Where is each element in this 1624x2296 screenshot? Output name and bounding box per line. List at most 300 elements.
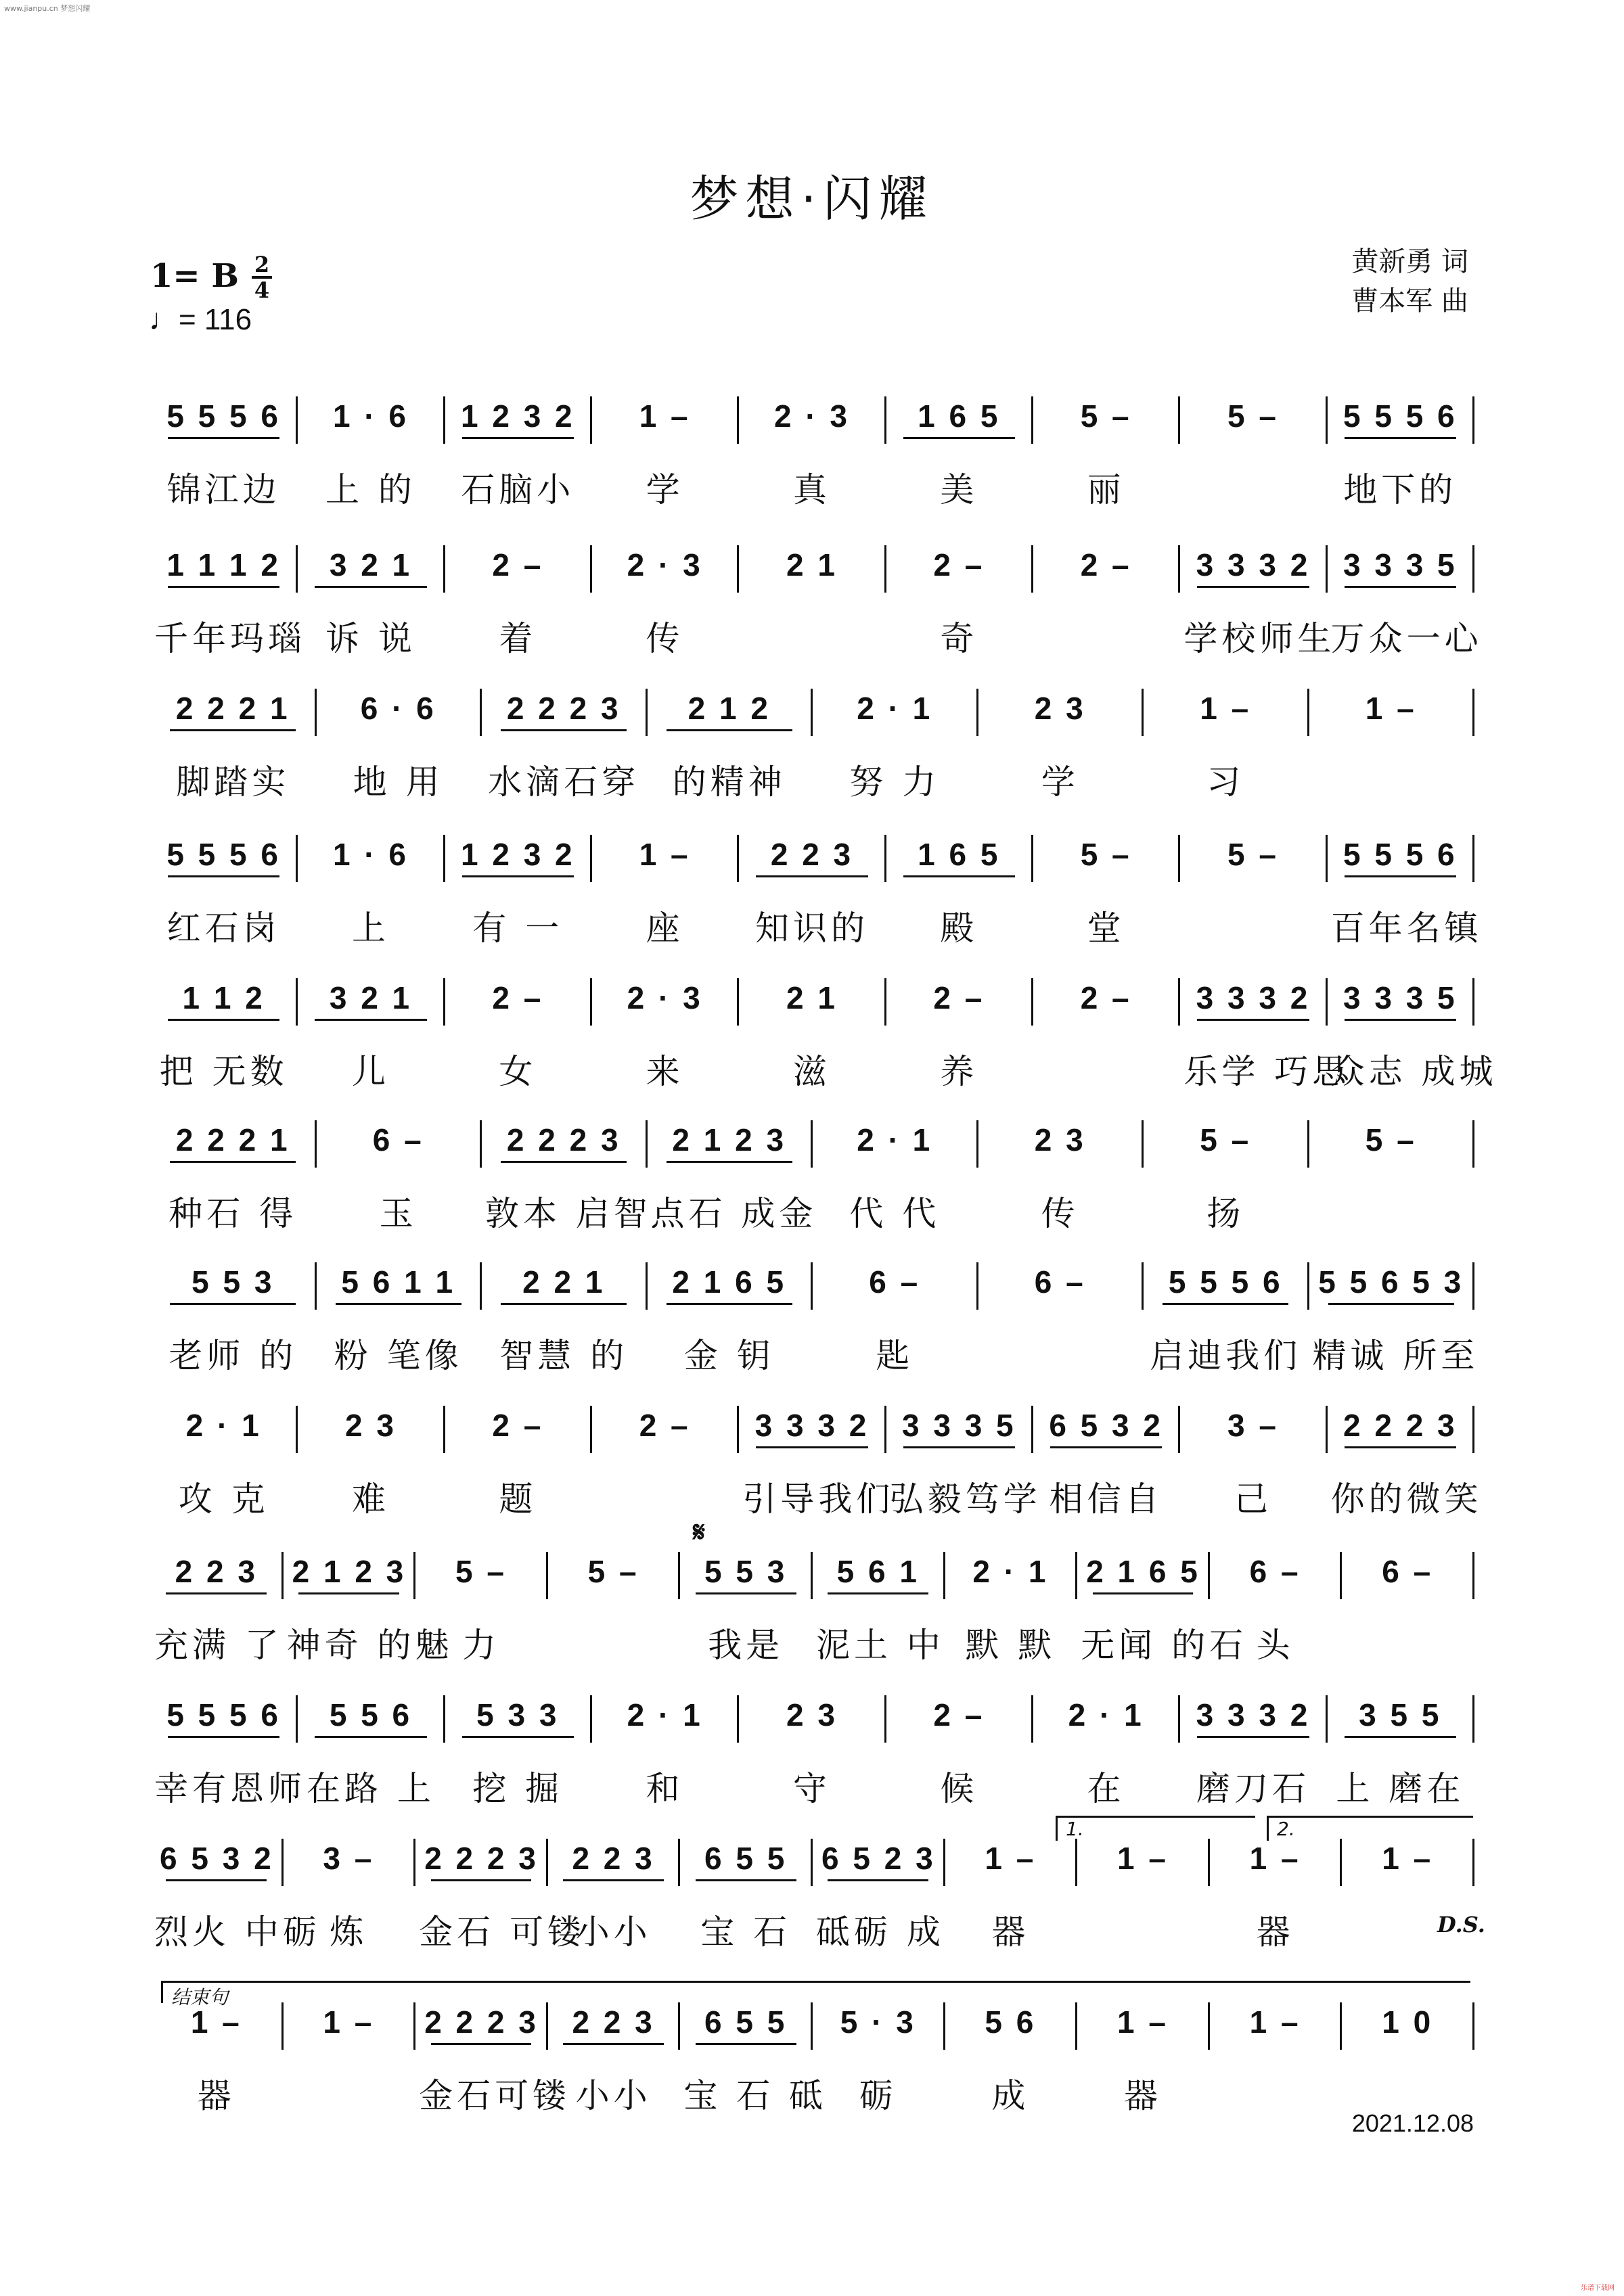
measure-lyric: 座 [646,909,684,948]
measure-notes: 6 – [1382,1554,1434,1589]
measure-notes: 2 3 [345,1408,397,1443]
barline [678,2002,680,2050]
barline [1178,545,1180,593]
barline [1472,2002,1474,2050]
measure-lyric: 和 [646,1769,684,1808]
barline [1208,1552,1210,1599]
measure-notes: 1 · 6 [332,398,409,434]
measure-notes: 5 – [587,1554,639,1589]
barline [443,978,445,1026]
measure-lyric: 器 [197,2076,235,2115]
barline [1472,1552,1474,1599]
measure-notes: 5 6 [985,2004,1037,2040]
measure-notes: 3 3 3 5 [1343,547,1458,582]
barline [646,1262,648,1310]
beam-underline [168,586,279,588]
measure-lyric: 粉 笔像 [334,1336,463,1375]
barline [1326,545,1328,593]
barline [943,1839,945,1886]
beam-underline [756,1446,867,1448]
barline [590,1406,592,1453]
beam-underline [903,875,1015,877]
measure-notes: 2 · 1 [1068,1697,1144,1732]
score-row [0,1402,1624,1523]
measure-notes: 2 · 1 [857,1122,933,1157]
barline [1031,1406,1033,1453]
barline [1031,396,1033,444]
barline [296,1695,298,1743]
measure-lyric: 守 [792,1769,831,1808]
measure-lyric: 敦本 启智 [485,1194,652,1233]
measure-notes: 2 1 [786,547,838,582]
measure-lyric: 攻 克 [178,1479,269,1519]
measure-lyric: 砥砺 成 [816,1912,945,1952]
measure-notes: 2 · 3 [627,980,703,1015]
measure-notes: 2 · 3 [627,547,703,582]
measure-lyric: 我是 [708,1626,784,1665]
measure-notes: 1 – [1117,1841,1169,1876]
measure-lyric: 扬 [1206,1194,1245,1233]
measure-lyric: 器 [991,1912,1030,1952]
measure-lyric: 女 [499,1052,537,1091]
measure-lyric: 学 [646,470,684,509]
measure-lyric: 小小 [575,1912,652,1952]
coda-label: 结束句 [161,1981,1470,2003]
measure-notes: 2 2 2 3 [506,1122,621,1157]
measure-lyric: 众志 成城 [1330,1052,1497,1091]
beam-underline [1345,437,1456,439]
measure-notes: 3 5 5 [1359,1697,1442,1732]
barline [590,396,592,444]
beam-underline [168,1019,279,1021]
measure-lyric: 炼 [330,1912,368,1952]
barline [281,1839,284,1886]
barline [811,1552,813,1599]
barline [884,545,886,593]
barline [590,978,592,1026]
score-row [0,541,1624,663]
barline [811,689,813,736]
measure-lyric: 己 [1234,1479,1272,1519]
ds-label: D.S. [1437,1912,1485,1937]
measure-lyric: 美 [940,470,978,509]
barline [413,2002,415,2050]
measure-lyric: 宝 石 [700,1912,792,1952]
score-row [0,1116,1624,1238]
barline [1208,1839,1210,1886]
barline [296,396,298,444]
score-row [0,1835,1624,1956]
measure-notes: 5 5 5 6 [1343,398,1458,434]
measure-notes: 5 5 3 [704,1554,788,1589]
barline [1472,1695,1474,1743]
barline [976,1262,978,1310]
measure-lyric: 石脑小 [461,470,575,509]
measure-lyric: 烈火 中砺 [154,1912,321,1952]
segno-sign: 𝄋 [693,1515,706,1548]
beam-underline [166,1879,267,1881]
barline [480,1120,482,1168]
measure-lyric: 养 [940,1052,978,1091]
measure-lyric: 地下的 [1343,470,1458,509]
ending-2-label: 2. [1267,1816,1473,1841]
barline [590,545,592,593]
measure-lyric: 上 磨在 [1336,1769,1465,1808]
measure-notes: 2 · 1 [185,1408,262,1443]
measure-notes: 6 – [869,1264,921,1300]
barline [546,1552,548,1599]
measure-notes: 6 5 3 2 [160,1841,274,1876]
date: 2021.12.08 [1351,2109,1474,2137]
barline [811,1262,813,1310]
barline [1326,396,1328,444]
barline [480,1262,482,1310]
beam-underline [166,1592,267,1594]
watermark-left: www.jianpu.cn 梦想闪耀 [4,4,91,13]
barline [1307,1262,1309,1310]
measure-notes: 2 3 [1034,1122,1086,1157]
measure-notes: 2 2 1 [522,1264,606,1300]
barline [811,1839,813,1886]
measure-lyric: 万众一心 [1330,619,1483,658]
beam-underline [1345,586,1456,588]
barline [1178,835,1180,882]
beam-underline [170,729,296,731]
beam-underline [462,875,574,877]
measure-lyric: 在 [1087,1769,1125,1808]
measure-notes: 1 1 1 2 [166,547,281,582]
measure-notes: 2 – [492,980,544,1015]
measure-notes: 5 5 6 5 3 [1318,1264,1464,1300]
measure-notes: 5 6 1 1 [341,1264,456,1300]
measure-lyric: 匙 [876,1336,914,1375]
measure-notes: 2 – [492,547,544,582]
measure-notes: 2 – [933,547,985,582]
measure-notes: 1 – [985,1841,1037,1876]
barline [315,689,317,736]
barline [737,835,739,882]
measure-notes: 2 – [933,1697,985,1732]
barline [1472,689,1474,736]
barline [943,2002,945,2050]
barline [884,1406,886,1453]
beam-underline [501,1161,627,1163]
barline [1472,1839,1474,1886]
measure-notes: 3 3 3 2 [1196,980,1311,1015]
beam-underline [903,437,1015,439]
measure-notes: 2 · 1 [857,691,933,726]
beam-underline [667,729,792,731]
measure-notes: 2 2 2 3 [424,2004,539,2040]
measure-lyric: 地 用 [353,762,444,802]
measure-notes: 5 – [1227,837,1279,872]
measure-lyric: 丽 [1087,470,1125,509]
barline [943,1552,945,1599]
barline [678,1839,680,1886]
measure-notes: 3 2 1 [329,980,413,1015]
measure-lyric: 习 [1206,762,1245,802]
measure-lyric: 乐学 巧思 [1183,1052,1351,1091]
measure-lyric: 学校师生 [1183,619,1336,658]
measure-lyric: 学 [1041,762,1079,802]
measure-lyric: 上 [351,909,390,948]
barline [1472,1120,1474,1168]
measure-notes: 2 1 6 5 [672,1264,787,1300]
barline [546,1839,548,1886]
time-signature-bottom: 4 [254,277,270,303]
barline [1031,1695,1033,1743]
measure-notes: 5 – [1200,1122,1252,1157]
measure-lyric: 难 [351,1479,390,1519]
measure-notes: 5 5 5 6 [166,837,281,872]
measure-notes: 2 2 2 3 [1343,1408,1458,1443]
measure-notes: 2 1 2 3 [672,1122,787,1157]
measure-lyric: 滋 [792,1052,831,1091]
measure-lyric: 小小 [575,2076,652,2115]
beam-underline [315,586,426,588]
measure-lyric: 堂 [1087,909,1125,948]
beam-underline [431,1879,532,1881]
barline [1031,978,1033,1026]
barline [1472,396,1474,444]
barline [737,1406,739,1453]
measure-notes: 5 – [1365,1122,1417,1157]
beam-underline [168,437,279,439]
measure-notes: 5 5 5 6 [166,398,281,434]
beam-underline [168,875,279,877]
measure-notes: 5 – [455,1554,507,1589]
barline [443,1695,445,1743]
measure-notes: 1 – [639,398,691,434]
measure-notes: 1 6 5 [918,837,1001,872]
measure-notes: 5 – [1227,398,1279,434]
measure-notes: 2 · 1 [972,1554,1049,1589]
barline [976,689,978,736]
barline [1472,835,1474,882]
measure-notes: 2 2 3 [770,837,854,872]
measure-notes: 1 – [1249,2004,1301,2040]
measure-notes: 1 – [639,837,691,872]
measure-lyric: 玉 [379,1194,418,1233]
measure-notes: 6 5 5 [704,1841,788,1876]
measure-notes: 5 5 5 6 [166,1697,281,1732]
barline [1340,1552,1342,1599]
measure-lyric: 启迪我们 [1150,1336,1302,1375]
measure-notes: 6 5 5 [704,2004,788,2040]
beam-underline [1050,1446,1162,1448]
measure-notes: 1 – [1200,691,1252,726]
barline [443,545,445,593]
barline [1326,835,1328,882]
measure-notes: 2 – [933,980,985,1015]
measure-lyric: 传 [646,619,684,658]
measure-lyric: 力 [461,1626,500,1665]
measure-notes: 5 – [1080,837,1132,872]
barline [443,1406,445,1453]
beam-underline [903,1446,1015,1448]
score-row [0,1548,1624,1670]
beam-underline [501,1303,627,1305]
barline [1178,396,1180,444]
measure-notes: 2 2 2 3 [424,1841,539,1876]
barline [811,2002,813,2050]
measure-lyric: 挖 掘 [472,1769,564,1808]
time-signature-top: 2 [254,252,270,277]
barline [1472,545,1474,593]
credits [1351,242,1468,321]
measure-notes: 5 5 5 6 [1343,837,1458,872]
measure-lyric: 点石 成金 [650,1194,817,1233]
score-row [0,974,1624,1096]
measure-lyric: 无闻 的石 [1081,1626,1248,1665]
measure-lyric: 引导我们 [742,1479,895,1519]
beam-underline [696,2043,796,2045]
score-row [0,1998,1624,2120]
beam-underline [1197,1019,1309,1021]
barline [1075,2002,1077,2050]
measure-lyric: 弘毅笃学 [889,1479,1041,1519]
barline [413,1552,415,1599]
measure-lyric: 着 [499,619,537,658]
measure-notes: 2 2 2 3 [506,691,621,726]
measure-notes: 5 – [1080,398,1132,434]
measure-notes: 3 3 3 2 [754,1408,870,1443]
measure-notes: 1 · 6 [332,837,409,872]
score-row [0,685,1624,806]
measure-notes: 2 · 1 [627,1697,703,1732]
beam-underline [298,1592,399,1594]
beam-underline [828,1592,928,1594]
barline [1075,1552,1077,1599]
measure-lyric: 头 [1256,1626,1294,1665]
measure-lyric: 你的微笑 [1330,1479,1483,1519]
measure-lyric: 老师 的 [168,1336,298,1375]
measure-notes: 2 1 2 [687,691,771,726]
measure-notes: 1 0 [1382,2004,1434,2040]
measure-lyric: 真 [792,470,831,509]
measure-notes: 2 3 [1034,691,1086,726]
measure-notes: 2 2 2 1 [175,691,290,726]
beam-underline [462,437,574,439]
beam-underline [501,729,627,731]
measure-lyric: 相信自 [1049,1479,1163,1519]
beam-underline [170,1303,296,1305]
measure-lyric: 水滴石穿 [488,762,640,802]
measure-notes: 3 3 3 5 [901,1408,1016,1443]
score-row [0,1691,1624,1813]
barline [590,1695,592,1743]
measure-lyric: 题 [499,1479,537,1519]
key-signature: 1= B [150,257,239,295]
measure-notes: 2 2 2 1 [175,1122,290,1157]
barline [1178,978,1180,1026]
beam-underline [667,1161,792,1163]
measure-lyric: 候 [940,1769,978,1808]
barline [296,545,298,593]
measure-notes: 3 – [1227,1408,1279,1443]
barline [1326,1695,1328,1743]
barline [976,1120,978,1168]
watermark-right: 乐谱下载网 [1581,2284,1615,2292]
measure-lyric: 代 代 [849,1194,941,1233]
beam-underline [563,1879,664,1881]
beam-underline [696,1879,796,1881]
beam-underline [696,1592,796,1594]
barline [1472,978,1474,1026]
barline [1307,689,1309,736]
measure-lyric: 充满 了 [154,1626,283,1665]
measure-notes: 1 2 3 2 [460,398,575,434]
measure-lyric: 器 [1123,2076,1162,2115]
measure-notes: 6 – [372,1122,424,1157]
tempo-marking: ♩= 116 [149,303,252,336]
measure-lyric: 锦江边 [166,470,281,509]
barline [296,978,298,1026]
beam-underline [563,2043,664,2045]
barline [1178,1695,1180,1743]
beam-underline [1197,1736,1309,1738]
barline [443,835,445,882]
measure-lyric: 在路 上 [307,1769,435,1808]
beam-underline [170,1161,296,1163]
barline [413,1839,415,1886]
barline [811,1120,813,1168]
measure-notes: 1 1 2 [182,980,265,1015]
beam-underline [1345,875,1456,877]
beam-underline [431,2043,532,2045]
measure-lyric: 种石 得 [168,1194,298,1233]
measure-notes: 3 3 3 5 [1343,980,1458,1015]
measure-notes: 2 1 [786,980,838,1015]
barline [646,1120,648,1168]
measure-lyric: 把 无数 [159,1052,288,1091]
measure-notes: 5 3 3 [476,1697,560,1732]
beam-underline [1163,1303,1288,1305]
measure-notes: 2 1 6 5 [1086,1554,1200,1589]
measure-lyric: 精诚 所至 [1312,1336,1479,1375]
measure-notes: 1 6 5 [918,398,1001,434]
barline [737,545,739,593]
barline [737,1695,739,1743]
measure-notes: 6 – [1034,1264,1086,1300]
measure-notes: 2 2 3 [572,1841,655,1876]
measure-lyric: 诉 说 [325,619,416,658]
barline [884,396,886,444]
measure-lyric: 上 的 [325,470,416,509]
barline [884,978,886,1026]
measure-notes: 1 – [1117,2004,1169,2040]
beam-underline [756,875,867,877]
measure-notes: 5 6 1 [836,1554,920,1589]
measure-notes: 2 2 3 [175,1554,258,1589]
measure-notes: 2 1 2 3 [292,1554,407,1589]
barline [884,1695,886,1743]
measure-notes: 1 2 3 2 [460,837,575,872]
measure-lyric: 儿 [351,1052,390,1091]
measure-notes: 3 2 1 [329,547,413,582]
beam-underline [1345,1446,1456,1448]
measure-lyric: 红石岗 [166,909,281,948]
measure-lyric: 泥土 中 [816,1626,945,1665]
measure-notes: 3 3 3 2 [1196,1697,1311,1732]
barline [646,689,648,736]
barline [1031,835,1033,882]
barline [1142,1262,1144,1310]
barline [315,1120,317,1168]
beam-underline [667,1303,792,1305]
measure-lyric: 有 一 [472,909,564,948]
barline [281,2002,284,2050]
